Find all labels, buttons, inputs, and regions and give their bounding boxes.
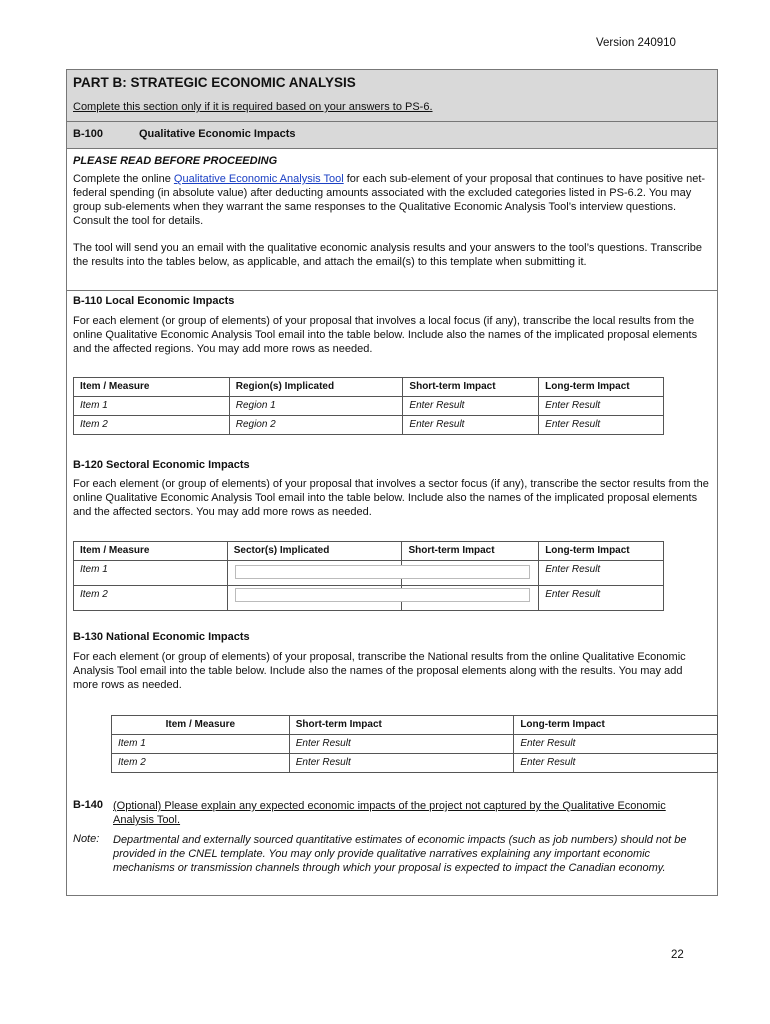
item-cell[interactable]: Item 1	[74, 397, 230, 416]
col-header: Short-term Impact	[402, 542, 539, 561]
col-header: Short-term Impact	[403, 378, 539, 397]
intro-paragraph-2: The tool will send you an email with the qualitative economic analysis results and your answers to the tool’s questions. Transcribe the results into the tables below, as applicable, and attach the email(s) to this template when submitting it.	[73, 242, 702, 268]
col-header: Long-term Impact	[514, 716, 718, 735]
item-cell[interactable]: Item 1	[112, 735, 290, 754]
col-header: Region(s) Implicated	[229, 378, 403, 397]
col-header: Sector(s) Implicated	[227, 542, 402, 561]
col-header: Item / Measure	[74, 378, 230, 397]
region-cell[interactable]: Region 2	[229, 416, 403, 435]
short-term-cell[interactable]: Enter Result	[289, 735, 514, 754]
table-row	[74, 416, 664, 435]
col-header: Long-term Impact	[539, 378, 664, 397]
part-title: PART B: STRATEGIC ECONOMIC ANALYSIS	[73, 75, 356, 90]
divider	[67, 290, 717, 291]
section-code: B-100	[73, 128, 103, 140]
item-cell[interactable]: Item 2	[112, 754, 290, 773]
section-label: Qualitative Economic Impacts	[139, 128, 296, 140]
b130-heading: B-130 National Economic Impacts	[73, 631, 250, 643]
table-row	[112, 754, 718, 773]
intro-paragraph-1: Complete the online Qualitative Economic Analysis Tool for each sub-element of your proposal that continues to have positive net-federal spending (in absolute value) after deducting amounts associated with the excluded categories listed in PS-6.2. You may group sub-elements when they warrant the same responses to the Qualitative Economic Analysis Tool’s interview questions. Consult the tool for details.	[73, 173, 706, 227]
b110-heading: B-110 Local Economic Impacts	[73, 295, 235, 307]
part-instruction: Complete this section only if it is required based on your answers to PS-6.	[73, 101, 433, 113]
note-text: Departmental and externally sourced quantitative estimates of economic impacts (such as job numbers) should not be provided in the CNEL template. You may only provide qualitative narratives explaining any important economic mechanisms or transmission channels through which your proposal is expected to impact the Canadian economy.	[113, 834, 687, 874]
long-term-cell[interactable]: Enter Result	[514, 754, 718, 773]
long-term-cell[interactable]: Enter Result	[539, 397, 664, 416]
col-header: Long-term Impact	[539, 542, 664, 561]
table-header-row	[112, 716, 718, 735]
note-label: Note:	[73, 833, 100, 845]
short-term-cell[interactable]: Enter Result	[403, 416, 539, 435]
long-term-cell[interactable]: Enter Result	[539, 416, 664, 435]
col-header: Item / Measure	[74, 542, 228, 561]
table-header-row	[74, 378, 664, 397]
sector-input-1[interactable]	[235, 565, 530, 579]
section-header	[67, 122, 717, 149]
b120-instructions: For each element (or group of elements) of your proposal that involves a sector focus (if any), transcribe the sector results from the online Qualitative Economic Analysis Tool email into the table below. Include also the names of the implicated proposal elements and the affected sectors. You may add more rows as needed.	[73, 478, 709, 518]
qualitative-tool-link[interactable]: Qualitative Economic Analysis Tool	[173, 173, 344, 185]
b110-instructions: For each element (or group of elements) of your proposal that involves a local focus (if any), transcribe the local results from the online Qualitative Economic Analysis Tool email into the table below. Include also the names of the implicated proposal elements and the affected regions. You may add more rows as needed.	[73, 315, 698, 355]
item-cell[interactable]: Item 2	[74, 416, 230, 435]
table-row	[74, 397, 664, 416]
part-b-form	[66, 69, 718, 896]
national-impacts-table	[111, 715, 718, 773]
long-term-cell[interactable]: Enter Result	[514, 735, 718, 754]
part-header	[67, 70, 717, 122]
page-number: 22	[671, 949, 684, 961]
version-label: Version 240910	[596, 37, 676, 49]
b140-question: (Optional) Please explain any expected economic impacts of the project not captured by the Qualitative Economic Analysis Tool.	[113, 800, 666, 826]
col-header: Short-term Impact	[289, 716, 514, 735]
local-impacts-table	[73, 377, 664, 435]
item-cell[interactable]: Item 2	[74, 586, 228, 611]
short-term-cell[interactable]: Enter Result	[289, 754, 514, 773]
long-term-cell[interactable]: Enter Result	[539, 586, 664, 611]
long-term-cell[interactable]: Enter Result	[539, 561, 664, 586]
region-cell[interactable]: Region 1	[229, 397, 403, 416]
b130-instructions: For each element (or group of elements) of your proposal, transcribe the National results from the online Qualitative Economic Analysis Tool email into the table below. Include also the names of the proposal elements along with the results. You may add more rows as needed.	[73, 651, 686, 691]
read-before-heading: PLEASE READ BEFORE PROCEEDING	[73, 155, 278, 167]
b140-code: B-140	[73, 799, 103, 811]
col-header: Item / Measure	[112, 716, 290, 735]
table-row	[112, 735, 718, 754]
sector-input-2[interactable]	[235, 588, 530, 602]
table-header-row	[74, 542, 664, 561]
short-term-cell[interactable]: Enter Result	[403, 397, 539, 416]
b120-heading: B-120 Sectoral Economic Impacts	[73, 459, 250, 471]
item-cell[interactable]: Item 1	[74, 561, 228, 586]
